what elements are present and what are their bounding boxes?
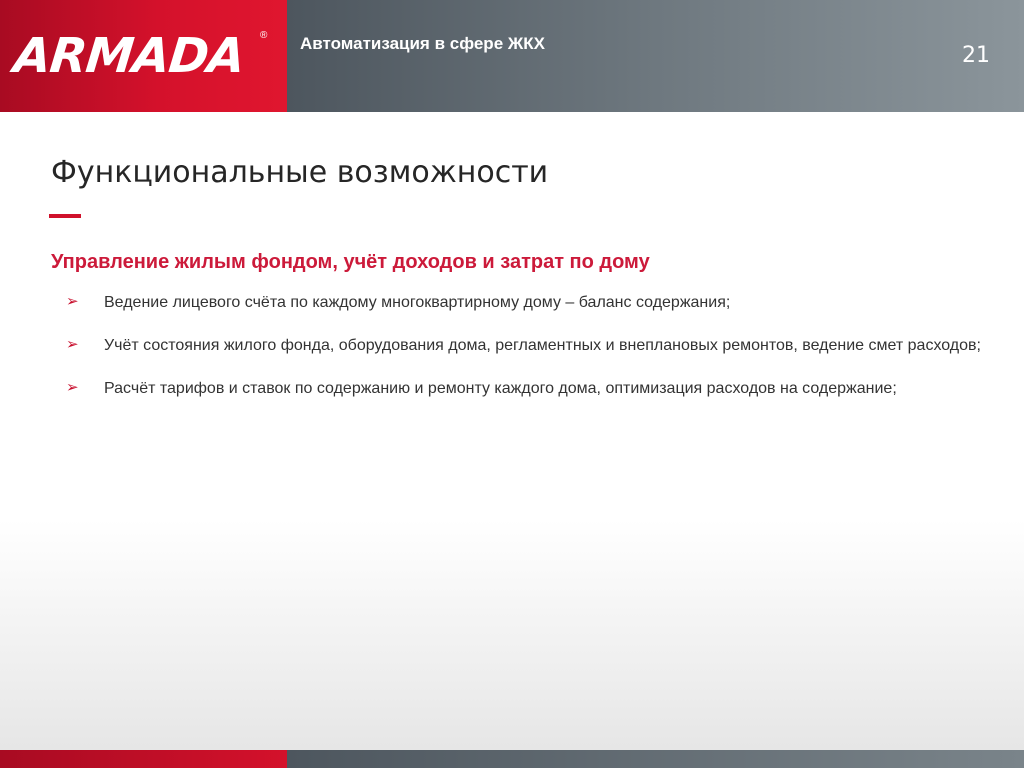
armada-logo: ARMADA — [11, 28, 247, 84]
title-accent-line — [49, 214, 81, 218]
list-item — [66, 370, 1011, 407]
bullet-text: Ведение лицевого счёта по каждому многоквартирному дому – баланс содержания; — [104, 294, 731, 311]
arrow-bullet-icon: ➢ — [66, 336, 79, 353]
list-item — [66, 327, 1011, 364]
footer-gray-bar — [287, 750, 1024, 768]
list-item — [66, 284, 1011, 321]
bullet-list — [66, 284, 1011, 413]
bullet-text: Расчёт тарифов и ставок по содержанию и ремонту каждого дома, оптимизация расходов на содержание; — [104, 380, 897, 397]
page-number: 21 — [962, 43, 990, 68]
arrow-bullet-icon: ➢ — [66, 293, 79, 310]
logo-panel — [0, 0, 287, 112]
header-subtitle: Автоматизация в сфере ЖКХ — [300, 34, 545, 53]
footer-red-bar — [0, 750, 287, 768]
section-heading: Управление жилым фондом, учёт доходов и затрат по дому — [51, 251, 650, 273]
page-title: Функциональные возможности — [51, 155, 549, 190]
registered-mark: ® — [260, 30, 268, 41]
arrow-bullet-icon: ➢ — [66, 379, 79, 396]
bottom-gradient — [0, 520, 1024, 750]
header-title-panel — [287, 0, 1024, 112]
slide-header — [0, 0, 1024, 112]
bullet-text: Учёт состояния жилого фонда, оборудования дома, регламентных и внеплановых ремонтов, ведение смет расходов; — [104, 337, 981, 354]
